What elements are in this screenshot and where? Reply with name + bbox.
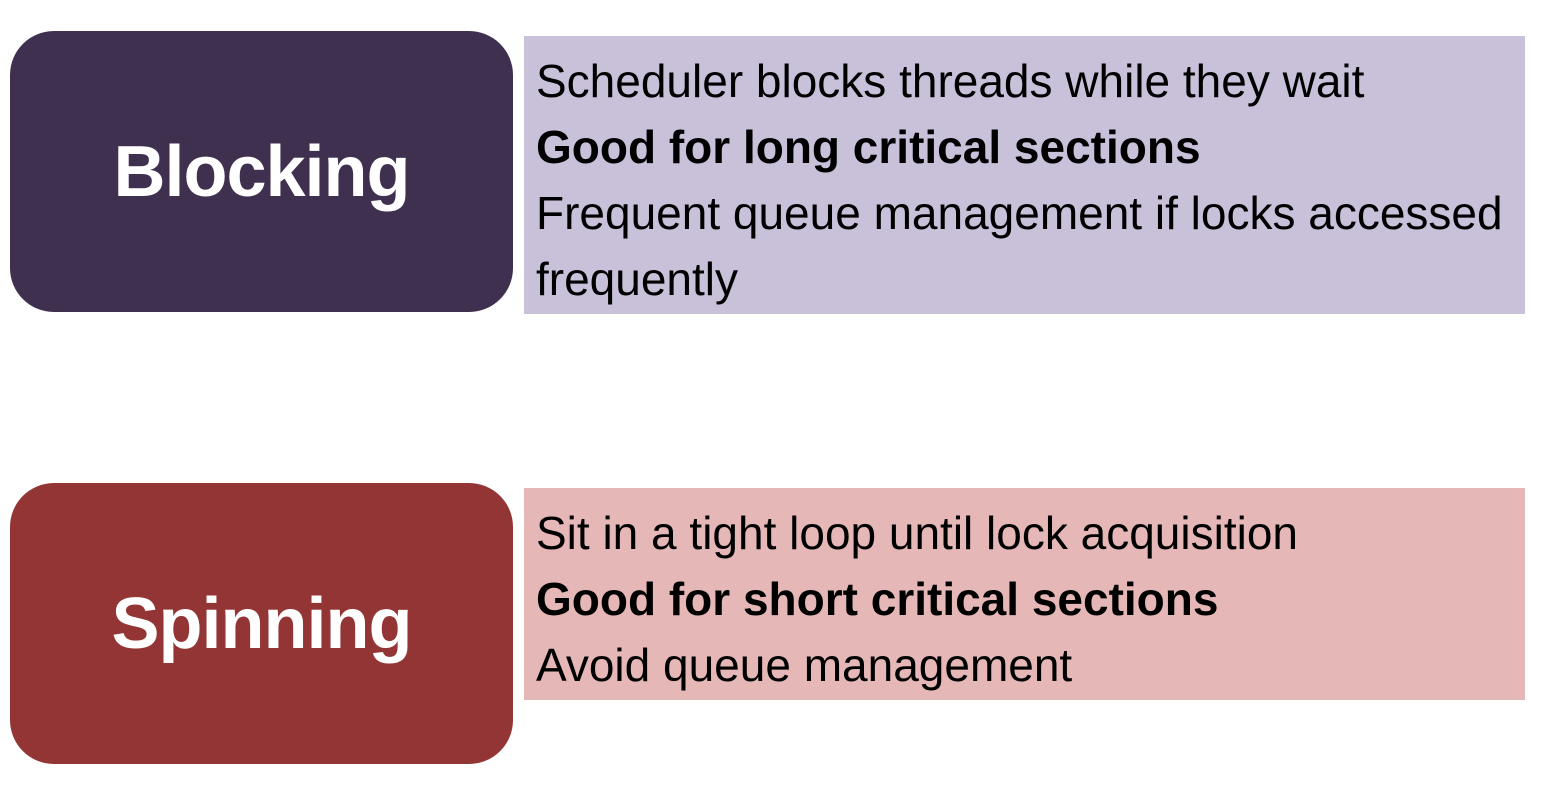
blocking-label-box [10,31,513,312]
blocking-line-3: Frequent queue management if locks accessed frequently [536,187,1503,305]
spinning-line-1: Sit in a tight loop until lock acquisition [536,507,1298,559]
spinning-label-box [10,483,513,764]
spinning-line-3: Avoid queue management [536,639,1073,691]
spinning-line-2: Good for short critical sections [536,573,1219,625]
blocking-line-2: Good for long critical sections [536,121,1201,173]
blocking-line-1: Scheduler blocks threads while they wait [536,55,1365,107]
blocking-description-box [524,36,1525,314]
blocking-label: Blocking [113,131,410,212]
spinning-label: Spinning [111,583,412,664]
spinning-description-box [524,488,1525,700]
